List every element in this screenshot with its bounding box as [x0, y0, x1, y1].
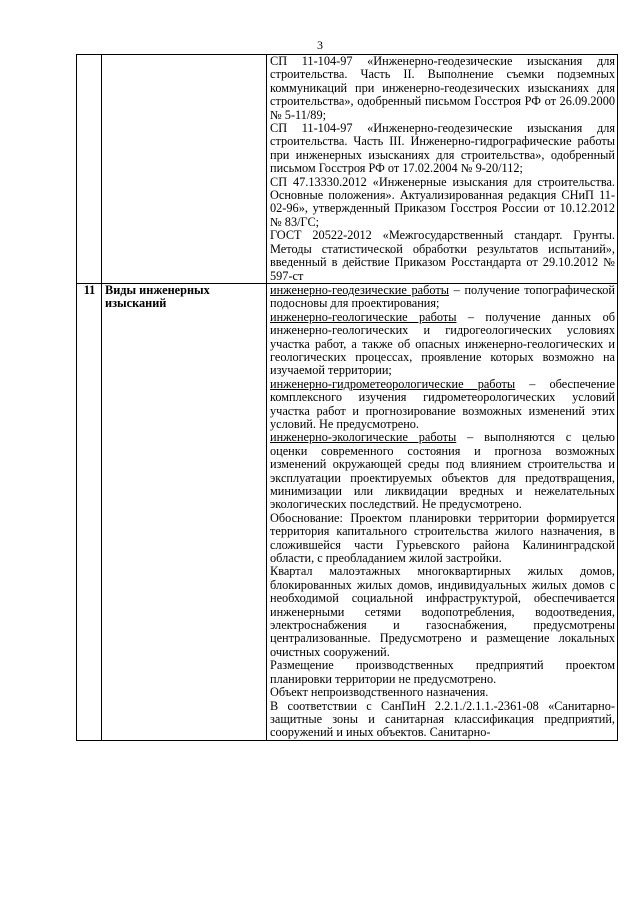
survey-item [270, 378, 615, 432]
survey-item [270, 284, 615, 311]
survey-description: – получение топографической подосновы для проектирования; [270, 282, 615, 311]
paragraph: СП 11-104-97 «Инженерно-геодезические изыскания для строительства. Часть III. Инженерно-гидрографические работы при инженерных изысканиях для строительства», одобренный письмом Госстроя РФ от 17.02.2004 № 9-20/112; [270, 121, 615, 176]
row-content-cell [267, 55, 618, 284]
table-row [77, 283, 618, 740]
paragraph: Объект непроизводственного назначения. [270, 685, 489, 700]
table-row [77, 55, 618, 284]
page-number: 3 [317, 38, 323, 52]
survey-term: инженерно-экологические работы [270, 430, 457, 445]
paragraph: В соответствии с СанПиН 2.2.1./2.1.1.-2361-08 «Санитарно-защитные зоны и санитарная классификация предприятий, сооружений и иных объектов. Санитарно- [270, 698, 615, 740]
paragraph: ГОСТ 20522-2012 «Межгосударственный стандарт. Грунты. Методы статистической обработки результатов испытаний», введенный в действие Приказом Росстандарта от 29.10.2012 № 597-ст [270, 228, 615, 283]
row-title-cell: Виды инженерных изысканий [102, 283, 267, 740]
paragraph: Размещение производственных предприятий проектом планировки территории не предусмотрено. [270, 658, 615, 686]
paragraph: Обоснование: Проектом планировки территории формируется территория капитального строительства жилого назначения, в сложившейся части Гурьевского района Калининградской области, с преобладанием жилой застройки. [270, 510, 615, 566]
survey-description: – обеспечение комплексного изучения гидрометеорологических условий участка работ и прогнозирование возможных изменений этих условий. Не предусмотрено. [270, 376, 615, 431]
paragraph: СП 47.13330.2012 «Инженерные изыскания для строительства. Основные положения». Актуализированная редакция СНиП 11-02-96», утвержденный Приказом Госстроя России от 10.12.2012 № 83/ГС; [270, 174, 615, 229]
row-content-cell [267, 283, 618, 740]
document-table [76, 54, 618, 741]
survey-item [270, 431, 615, 511]
row-number-cell [77, 55, 102, 284]
survey-description: – получение данных об инженерно-геологических и гидрогеологических условиях участка работ, а также об опасных инженерно-геологических и геологических процессах, проявление которых возможно на изучаемой территории; [270, 309, 615, 378]
paragraph: Квартал малоэтажных многоквартирных жилых домов, блокированных жилых домов, индивидуальных жилых домов с необходимой социальной инфраструктурой, обеспечивается инженерными сетями водопотребления, водоотведения, электроснабжения и газоснабжения, предусмотрены централизованные. Предусмотрено и размещение локальных очистных сооружений. [270, 564, 615, 659]
row-title-cell [102, 55, 267, 284]
row-number-cell: 11 [77, 283, 102, 740]
survey-term: инженерно-геологические работы [270, 309, 457, 324]
survey-description: – выполняются с целью оценки современного состояния и прогноза возможных изменений окружающей среды под влиянием строительства и эксплуатации проектируемых объектов для предотвращения, минимизации или ликвидации вредных и нежелательных экологических последствий. Не предусмотрено. [270, 430, 615, 512]
paragraph: СП 11-104-97 «Инженерно-геодезические изыскания для строительства. Часть II. Выполнение съемки подземных коммуникаций при инженерно-геодезических изысканиях для строительства», одобренный письмом Госстроя РФ от 26.09.2000 № 5-11/89; [270, 54, 615, 122]
survey-term: инженерно-гидрометеорологические работы [270, 376, 516, 391]
survey-item [270, 311, 615, 378]
survey-term: инженерно-геодезические работы [270, 282, 449, 297]
